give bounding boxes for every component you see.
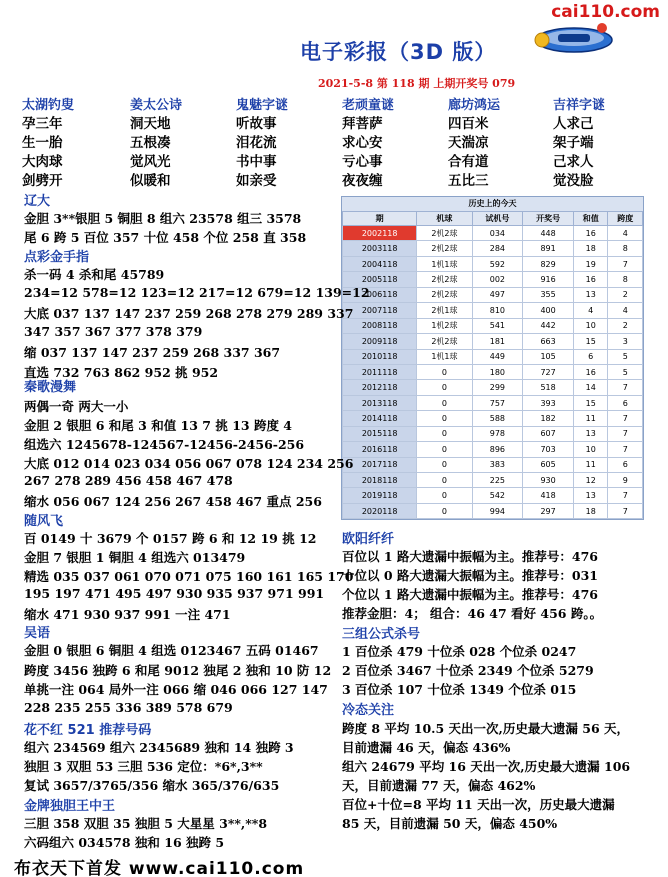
history-cell: 7 — [608, 380, 643, 395]
history-cell: 7 — [608, 503, 643, 518]
riddle-cell: 亏心事 — [342, 154, 383, 170]
section-line: 347 357 367 377 378 379 — [24, 323, 203, 339]
history-row — [343, 442, 643, 457]
history-cell: 7 — [608, 488, 643, 503]
history-row — [343, 226, 643, 241]
history-cell: 11 — [573, 411, 607, 426]
history-row — [343, 411, 643, 426]
history-cell: 541 — [472, 318, 523, 333]
history-cell: 13 — [573, 426, 607, 441]
riddle-cell: 人求己 — [553, 116, 594, 132]
history-cell: 5 — [608, 349, 643, 364]
history-cell: 418 — [523, 488, 574, 503]
history-row — [343, 488, 643, 503]
section-line: 234=12 578=12 123=12 217=12 679=12 139=12 — [24, 284, 370, 300]
history-cell: 2015118 — [343, 426, 417, 441]
history-cell: 592 — [472, 256, 523, 271]
issue-line: 2021-5-8 第 118 期 上期开奖号 079 — [318, 77, 516, 90]
history-row — [343, 349, 643, 364]
history-cell: 7 — [608, 411, 643, 426]
history-cell: 2017118 — [343, 457, 417, 472]
history-col-header: 和值 — [573, 212, 607, 226]
history-cell: 442 — [523, 318, 574, 333]
riddle-cell: 听故事 — [236, 116, 277, 132]
history-cell: 757 — [472, 395, 523, 410]
history-cell: 2 — [608, 287, 643, 302]
section-line: 单挑一注 064 局外一注 066 缩 046 066 127 147 — [24, 682, 328, 697]
history-cell: 896 — [472, 442, 523, 457]
section-line: 独胆 3 双胆 53 三胆 536 定位：*6*,3** — [24, 759, 263, 774]
riddle-column-head: 姜太公诗 — [130, 98, 183, 113]
section-title: 随风飞 — [24, 514, 64, 529]
history-cell: 448 — [523, 226, 574, 241]
history-cell: 105 — [523, 349, 574, 364]
history-cell: 0 — [417, 411, 472, 426]
riddle-cell: 求心安 — [342, 135, 383, 151]
section-line: 金胆 7 银胆 1 铜胆 4 组选六 013479 — [24, 550, 246, 565]
history-cell: 0 — [417, 426, 472, 441]
history-cell: 0 — [417, 473, 472, 488]
history-cell: 518 — [523, 380, 574, 395]
section-title: 三组公式杀号 — [342, 627, 421, 642]
history-cell: 829 — [523, 256, 574, 271]
history-cell: 0 — [417, 364, 472, 379]
history-cell: 6 — [608, 395, 643, 410]
section-line: 195 197 471 495 497 930 935 937 971 991 — [24, 586, 325, 601]
history-cell: 400 — [523, 303, 574, 318]
history-cell: 225 — [472, 473, 523, 488]
section-title: 花不红 521 推荐号码 — [24, 723, 152, 738]
history-cell: 1机1球 — [417, 256, 472, 271]
riddle-cell: 洞天地 — [130, 116, 171, 132]
section-title: 冷态关注 — [342, 703, 395, 718]
history-cell: 3 — [608, 334, 643, 349]
history-row — [343, 241, 643, 256]
history-cell: 542 — [472, 488, 523, 503]
riddle-cell: 孕三年 — [22, 116, 63, 132]
history-row — [343, 256, 643, 271]
history-row — [343, 318, 643, 333]
history-cell: 2机2球 — [417, 287, 472, 302]
section-line: 目前遗漏 46 天，偏态 436% — [342, 740, 511, 755]
history-row — [343, 334, 643, 349]
history-cell: 14 — [573, 380, 607, 395]
history-cell: 916 — [523, 272, 574, 287]
history-col-header: 跨度 — [608, 212, 643, 226]
history-cell: 10 — [573, 442, 607, 457]
history-row — [343, 287, 643, 302]
history-cell: 2 — [608, 318, 643, 333]
site-watermark: cai110.com — [551, 2, 660, 22]
history-cell: 0 — [417, 457, 472, 472]
history-cell: 2008118 — [343, 318, 417, 333]
history-cell: 2007118 — [343, 303, 417, 318]
riddle-column-head: 吉祥字谜 — [553, 98, 606, 113]
riddle-cell: 大肉球 — [22, 154, 63, 170]
history-cell: 181 — [472, 334, 523, 349]
history-row — [343, 395, 643, 410]
history-cell: 299 — [472, 380, 523, 395]
history-cell: 810 — [472, 303, 523, 318]
history-cell: 703 — [523, 442, 574, 457]
history-caption: 历史上的今天 — [468, 199, 517, 208]
section-line: 2 百位杀 3467 十位杀 2349 个位杀 5279 — [342, 663, 594, 678]
riddle-cell: 拜菩萨 — [342, 116, 383, 132]
history-cell: 0 — [417, 442, 472, 457]
section-line: 十位以 0 路大遗漏大振幅为主。推荐号：031 — [342, 568, 598, 583]
history-cell: 182 — [523, 411, 574, 426]
lottery-logo — [528, 14, 614, 58]
history-cell: 2机2球 — [417, 241, 472, 256]
history-cell: 11 — [573, 457, 607, 472]
history-cell: 18 — [573, 503, 607, 518]
riddle-cell: 四百米 — [448, 116, 489, 132]
section-line: 3 百位杀 107 十位杀 1349 个位杀 015 — [342, 682, 577, 697]
section-line: 跨度 8 平均 10.5 天出一次,历史最大遗漏 56 天， — [342, 721, 630, 736]
history-cell: 7 — [608, 426, 643, 441]
history-cell: 4 — [573, 303, 607, 318]
riddle-column-head: 廊坊鸿运 — [448, 98, 501, 113]
history-cell: 0 — [417, 395, 472, 410]
history-cell: 727 — [523, 364, 574, 379]
history-cell: 663 — [523, 334, 574, 349]
section-line: 百 0149 十 3679 个 0157 跨 6 和 12 19 挑 12 — [24, 531, 317, 546]
history-cell: 12 — [573, 473, 607, 488]
riddle-cell: 泪花流 — [236, 135, 277, 151]
history-cell: 9 — [608, 473, 643, 488]
history-cell: 497 — [472, 287, 523, 302]
history-cell: 6 — [608, 457, 643, 472]
history-row — [343, 272, 643, 287]
history-cell: 13 — [573, 287, 607, 302]
history-table — [341, 196, 644, 520]
section-line: 228 235 255 336 389 578 679 — [24, 699, 233, 715]
riddle-cell: 合有道 — [448, 154, 489, 170]
page-title: 电子彩报（3D 版） — [300, 40, 497, 64]
history-cell: 2机2球 — [417, 272, 472, 287]
history-row — [343, 303, 643, 318]
history-row — [343, 473, 643, 488]
history-cell: 002 — [472, 272, 523, 287]
history-cell: 034 — [472, 226, 523, 241]
riddle-cell: 觉没脸 — [553, 173, 594, 189]
section-line: 直选 732 763 862 952 挑 952 — [24, 364, 219, 380]
section-title: 秦歌漫舞 — [24, 380, 77, 395]
history-row — [343, 426, 643, 441]
history-cell: 0 — [417, 488, 472, 503]
history-cell: 355 — [523, 287, 574, 302]
history-col-header: 期 — [343, 212, 417, 226]
history-cell: 2机2球 — [417, 334, 472, 349]
history-cell: 19 — [573, 256, 607, 271]
section-line: 金胆 0 银胆 6 铜胆 4 组选 0123467 五码 01467 — [24, 643, 319, 658]
history-cell: 2010118 — [343, 349, 417, 364]
history-cell: 2004118 — [343, 256, 417, 271]
history-cell: 605 — [523, 457, 574, 472]
section-line: 大底 037 137 147 237 259 268 278 279 289 337 — [24, 306, 354, 321]
section-line: 组选六 1245678-124567-12456-2456-256 — [24, 437, 305, 452]
history-cell: 449 — [472, 349, 523, 364]
history-cell: 0 — [417, 503, 472, 518]
riddle-cell: 五根凑 — [130, 135, 171, 151]
history-cell: 2016118 — [343, 442, 417, 457]
section-title: 欧阳纤纤 — [342, 532, 395, 547]
footer-credit: 布衣天下首发 www.cai110.com — [14, 859, 305, 877]
riddle-cell: 天湍凉 — [448, 135, 489, 151]
history-cell: 2012118 — [343, 380, 417, 395]
riddle-column-head: 太湖钓叟 — [22, 98, 75, 113]
section-line: 金胆 2 银胆 6 和尾 3 和值 13 7 挑 13 跨度 4 — [24, 418, 292, 433]
history-cell: 7 — [608, 442, 643, 457]
riddle-cell: 五比三 — [448, 173, 489, 189]
history-cell: 393 — [523, 395, 574, 410]
history-cell: 18 — [573, 241, 607, 256]
section-line: 组六 234569 组六 2345689 独和 14 独跨 3 — [24, 740, 294, 755]
history-cell: 2018118 — [343, 473, 417, 488]
history-cell: 16 — [573, 272, 607, 287]
history-cell: 297 — [523, 503, 574, 518]
section-title: 辽大 — [24, 194, 51, 209]
history-cell: 1机2球 — [417, 318, 472, 333]
section-line: 尾 6 跨 5 百位 357 十位 458 个位 258 直 358 — [24, 230, 307, 245]
riddle-cell: 如亲受 — [236, 173, 277, 189]
history-cell: 2005118 — [343, 272, 417, 287]
section-line: 两偶一奇 两大一小 — [24, 399, 129, 414]
section-line: 精选 035 037 061 070 071 075 160 161 165 170 — [24, 569, 354, 584]
section-line: 组六 24679 平均 16 天出一次,历史最大遗漏 106 — [342, 759, 631, 774]
history-row — [343, 380, 643, 395]
history-cell: 2020118 — [343, 503, 417, 518]
section-line: 推荐金胆：4； 组合：46 47 看好 456 跨。。 — [342, 606, 603, 621]
section-line: 个位以 1 路大遗漏中振幅为主。推荐号：476 — [342, 587, 598, 602]
history-col-header: 试机号 — [472, 212, 523, 226]
section-line: 85 天，目前遗漏 50 天，偏态 450% — [342, 816, 558, 831]
history-cell: 13 — [573, 488, 607, 503]
history-col-header: 机球 — [417, 212, 472, 226]
history-cell: 891 — [523, 241, 574, 256]
history-col-header: 开奖号 — [523, 212, 574, 226]
section-line: 缩 037 137 147 237 259 268 337 367 — [24, 345, 281, 360]
history-row — [343, 457, 643, 472]
history-cell: 994 — [472, 503, 523, 518]
history-cell: 2006118 — [343, 287, 417, 302]
section-title: 吴语 — [24, 626, 51, 641]
riddle-cell: 架子端 — [553, 135, 594, 151]
riddle-column-head: 老顽童谜 — [342, 98, 395, 113]
history-cell: 4 — [608, 226, 643, 241]
history-row — [343, 503, 643, 518]
history-cell: 16 — [573, 364, 607, 379]
riddle-column-head: 鬼魅字谜 — [236, 98, 289, 113]
history-cell: 180 — [472, 364, 523, 379]
section-line: 百位以 1 路大遗漏中振幅为主。推荐号：476 — [342, 549, 598, 564]
history-cell: 978 — [472, 426, 523, 441]
history-cell: 2机1球 — [417, 303, 472, 318]
history-cell: 1机1球 — [417, 349, 472, 364]
history-cell: 607 — [523, 426, 574, 441]
history-cell: 284 — [472, 241, 523, 256]
riddle-cell: 生一胎 — [22, 135, 63, 151]
section-line: 杀一码 4 杀和尾 45789 — [24, 267, 165, 282]
history-cell: 4 — [608, 303, 643, 318]
section-line: 三胆 358 双胆 35 独胆 5 大星星 3**,**8 — [24, 816, 268, 831]
section-line: 天，目前遗漏 77 天，偏态 462% — [342, 778, 536, 793]
section-title: 金牌独胆王中王 — [24, 799, 116, 814]
history-cell: 588 — [472, 411, 523, 426]
history-cell: 16 — [573, 226, 607, 241]
riddle-cell: 觉风光 — [130, 154, 171, 170]
history-cell: 6 — [573, 349, 607, 364]
history-cell: 2机2球 — [417, 226, 472, 241]
history-cell: 8 — [608, 272, 643, 287]
history-cell: 2003118 — [343, 241, 417, 256]
history-cell: 2002118 — [343, 226, 417, 241]
riddle-cell: 似暖和 — [130, 173, 171, 189]
history-cell: 5 — [608, 364, 643, 379]
history-cell: 930 — [523, 473, 574, 488]
section-line: 大底 012 014 023 034 056 067 078 124 234 256 — [24, 456, 354, 471]
history-cell: 2019118 — [343, 488, 417, 503]
history-cell: 383 — [472, 457, 523, 472]
riddle-cell: 书中事 — [236, 154, 277, 170]
section-line: 1 百位杀 479 十位杀 028 个位杀 0247 — [342, 644, 577, 659]
history-cell: 2013118 — [343, 395, 417, 410]
history-row — [343, 364, 643, 379]
section-line: 金胆 3**银胆 5 铜胆 8 组六 23578 组三 3578 — [24, 211, 302, 226]
riddle-cell: 己求人 — [553, 154, 594, 170]
history-cell: 15 — [573, 395, 607, 410]
history-cell: 2014118 — [343, 411, 417, 426]
history-cell: 8 — [608, 241, 643, 256]
history-cell: 0 — [417, 380, 472, 395]
riddle-cell: 夜夜缠 — [342, 173, 383, 189]
section-line: 缩水 471 930 937 991 一注 471 — [24, 607, 231, 622]
riddle-cell: 剑劈开 — [22, 173, 63, 189]
section-line: 267 278 289 456 458 467 478 — [24, 473, 233, 488]
history-cell: 10 — [573, 318, 607, 333]
history-cell: 7 — [608, 256, 643, 271]
history-cell: 2011118 — [343, 364, 417, 379]
section-line: 缩水 056 067 124 256 267 458 467 重点 256 — [24, 494, 322, 509]
section-line: 复试 3657/3765/356 缩水 365/376/635 — [24, 778, 280, 793]
history-cell: 2009118 — [343, 334, 417, 349]
section-line: 百位+十位=8 平均 11 天出一次，历史最大遗漏 — [342, 797, 615, 812]
section-title: 点彩金手指 — [24, 250, 90, 265]
section-line: 六码组六 034578 独和 16 独跨 5 — [24, 835, 225, 850]
history-cell: 15 — [573, 334, 607, 349]
section-line: 跨度 3456 独跨 6 和尾 9012 独尾 2 独和 10 防 12 — [24, 662, 332, 678]
